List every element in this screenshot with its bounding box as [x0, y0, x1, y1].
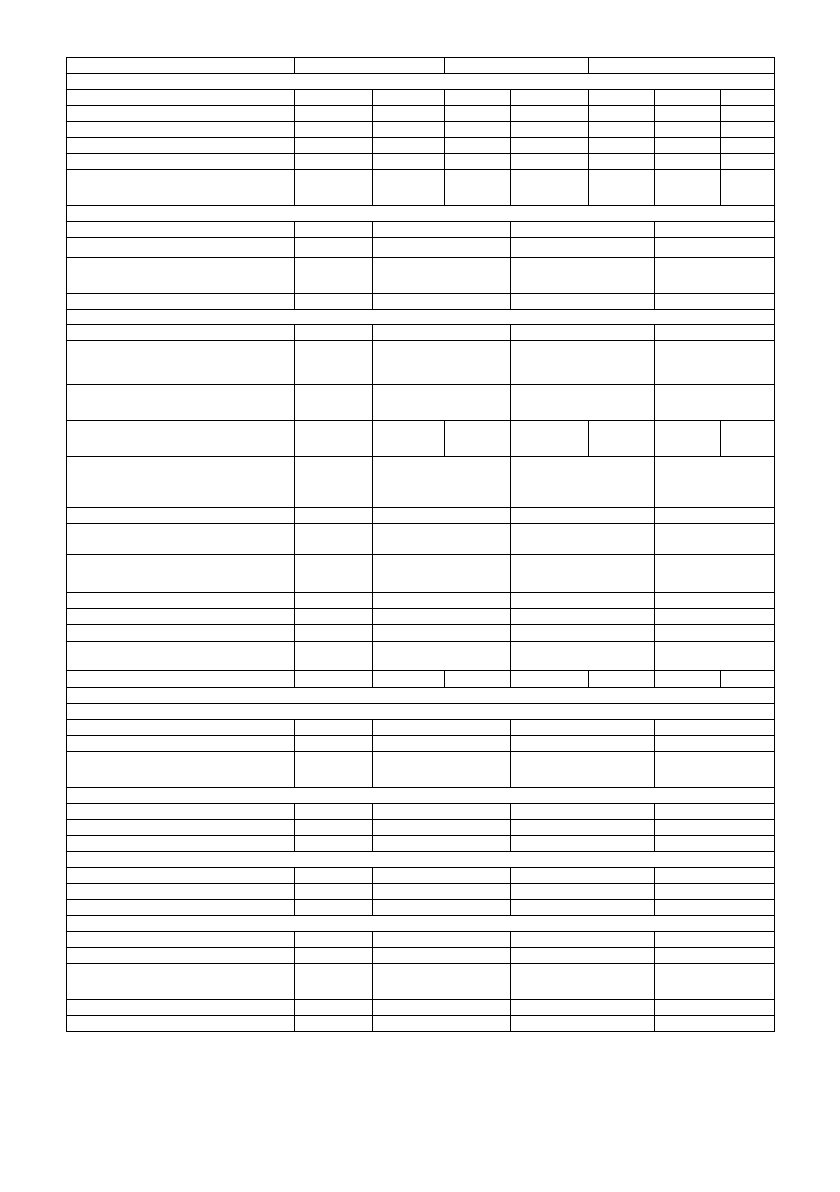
table-cell[interactable]: [295, 138, 373, 154]
table-row: [67, 310, 775, 325]
table-cell[interactable]: [373, 752, 511, 788]
table-cell[interactable]: [445, 170, 511, 206]
table-cell[interactable]: [655, 868, 775, 884]
table-row: [67, 1000, 775, 1016]
table-cell[interactable]: [67, 310, 775, 325]
table-row: [67, 625, 775, 642]
table-cell[interactable]: [295, 154, 373, 170]
table-cell[interactable]: [67, 508, 295, 524]
table-cell[interactable]: [655, 294, 775, 310]
table-cell[interactable]: [67, 90, 295, 106]
table-row: [67, 258, 775, 294]
table-cell[interactable]: [655, 122, 721, 138]
table-cell[interactable]: [721, 138, 775, 154]
table-cell[interactable]: [511, 884, 655, 900]
table-cell[interactable]: [655, 106, 721, 122]
table-cell[interactable]: [295, 222, 373, 238]
table-cell[interactable]: [511, 736, 655, 752]
table-row: [67, 58, 775, 74]
table-cell[interactable]: [511, 122, 589, 138]
table-cell[interactable]: [511, 457, 655, 508]
table-cell[interactable]: [511, 1016, 655, 1032]
table-cell[interactable]: [67, 170, 295, 206]
table-cell[interactable]: [511, 138, 589, 154]
table-cell[interactable]: [67, 421, 295, 457]
table-cell[interactable]: [295, 836, 373, 852]
table-cell[interactable]: [295, 884, 373, 900]
table-cell[interactable]: [67, 736, 295, 752]
table-cell[interactable]: [655, 593, 775, 609]
table-cell[interactable]: [295, 122, 373, 138]
table-row: [67, 964, 775, 1000]
table-cell[interactable]: [295, 804, 373, 820]
table-cell[interactable]: [655, 325, 775, 341]
table-cell[interactable]: [655, 948, 775, 964]
table-cell[interactable]: [511, 900, 655, 916]
table-cell[interactable]: [67, 122, 295, 138]
table-cell[interactable]: [373, 508, 511, 524]
table-cell[interactable]: [67, 868, 295, 884]
table-cell[interactable]: [67, 964, 295, 1000]
table-cell[interactable]: [655, 820, 775, 836]
table-cell[interactable]: [373, 154, 445, 170]
table-cell[interactable]: [589, 90, 655, 106]
table-cell[interactable]: [67, 238, 295, 258]
table-cell[interactable]: [67, 341, 295, 385]
table-row: [67, 720, 775, 736]
table-cell[interactable]: [67, 154, 295, 170]
table-cell[interactable]: [67, 788, 775, 804]
table-cell[interactable]: [589, 421, 655, 457]
table-cell[interactable]: [511, 524, 655, 555]
table-row: [67, 948, 775, 964]
table-row: [67, 804, 775, 820]
table-cell[interactable]: [589, 58, 775, 74]
form-table-body: [67, 58, 775, 1032]
table-cell[interactable]: [511, 294, 655, 310]
table-cell[interactable]: [655, 170, 721, 206]
table-cell[interactable]: [511, 421, 589, 457]
table-cell[interactable]: [445, 138, 511, 154]
table-cell[interactable]: [67, 1000, 295, 1016]
table-cell[interactable]: [589, 154, 655, 170]
table-row: [67, 932, 775, 948]
table-cell[interactable]: [589, 671, 655, 688]
table-row: [67, 884, 775, 900]
table-cell[interactable]: [67, 222, 295, 238]
table-row: [67, 555, 775, 593]
table-row: [67, 222, 775, 238]
table-cell[interactable]: [655, 258, 775, 294]
table-cell[interactable]: [373, 932, 511, 948]
table-cell[interactable]: [67, 932, 295, 948]
table-cell[interactable]: [511, 593, 655, 609]
table-cell[interactable]: [589, 138, 655, 154]
table-cell[interactable]: [655, 421, 721, 457]
form-table: [66, 57, 775, 1032]
table-cell[interactable]: [373, 106, 445, 122]
table-cell[interactable]: [67, 593, 295, 609]
table-cell[interactable]: [373, 238, 511, 258]
table-row: [67, 170, 775, 206]
form-table-container: [66, 57, 774, 1032]
table-cell[interactable]: [655, 836, 775, 852]
table-cell[interactable]: [655, 671, 721, 688]
table-row: [67, 106, 775, 122]
table-cell[interactable]: [295, 625, 373, 642]
table-cell[interactable]: [655, 222, 775, 238]
table-cell[interactable]: [373, 524, 511, 555]
table-row: [67, 671, 775, 688]
table-cell[interactable]: [295, 736, 373, 752]
table-cell[interactable]: [295, 238, 373, 258]
table-cell[interactable]: [511, 90, 589, 106]
table-cell[interactable]: [373, 457, 511, 508]
table-cell[interactable]: [655, 508, 775, 524]
table-cell[interactable]: [67, 555, 295, 593]
table-cell[interactable]: [67, 820, 295, 836]
table-cell[interactable]: [511, 642, 655, 671]
table-cell[interactable]: [721, 154, 775, 170]
table-row: [67, 688, 775, 704]
table-cell[interactable]: [295, 720, 373, 736]
table-row: [67, 900, 775, 916]
table-cell[interactable]: [445, 106, 511, 122]
table-cell[interactable]: [373, 90, 445, 106]
table-row: [67, 593, 775, 609]
table-cell[interactable]: [373, 736, 511, 752]
table-cell[interactable]: [67, 836, 295, 852]
table-cell[interactable]: [511, 948, 655, 964]
table-cell[interactable]: [511, 222, 655, 238]
table-cell[interactable]: [655, 385, 775, 421]
table-row: [67, 74, 775, 90]
table-cell[interactable]: [295, 932, 373, 948]
table-cell[interactable]: [589, 170, 655, 206]
table-cell[interactable]: [67, 457, 295, 508]
table-cell[interactable]: [67, 884, 295, 900]
table-cell[interactable]: [295, 1016, 373, 1032]
table-row: [67, 788, 775, 804]
table-cell[interactable]: [67, 916, 775, 932]
table-cell[interactable]: [373, 671, 445, 688]
table-cell[interactable]: [295, 524, 373, 555]
table-cell[interactable]: [295, 948, 373, 964]
table-row: [67, 457, 775, 508]
table-cell[interactable]: [655, 457, 775, 508]
table-row: [67, 820, 775, 836]
table-cell[interactable]: [721, 170, 775, 206]
table-cell[interactable]: [445, 122, 511, 138]
table-cell[interactable]: [295, 555, 373, 593]
table-cell[interactable]: [511, 325, 655, 341]
table-row: [67, 752, 775, 788]
table-row: [67, 852, 775, 868]
table-cell[interactable]: [295, 457, 373, 508]
table-cell[interactable]: [655, 524, 775, 555]
table-row: [67, 836, 775, 852]
table-cell[interactable]: [373, 720, 511, 736]
table-cell[interactable]: [67, 609, 295, 625]
table-cell[interactable]: [373, 964, 511, 1000]
table-cell[interactable]: [67, 625, 295, 642]
table-cell[interactable]: [373, 1016, 511, 1032]
table-cell[interactable]: [373, 868, 511, 884]
table-cell[interactable]: [295, 752, 373, 788]
table-row: [67, 138, 775, 154]
table-cell[interactable]: [655, 555, 775, 593]
table-cell[interactable]: [67, 688, 775, 704]
table-cell[interactable]: [295, 642, 373, 671]
table-cell[interactable]: [373, 294, 511, 310]
table-cell[interactable]: [655, 90, 721, 106]
table-cell[interactable]: [295, 294, 373, 310]
table-cell[interactable]: [67, 258, 295, 294]
table-cell[interactable]: [511, 341, 655, 385]
table-cell[interactable]: [295, 106, 373, 122]
table-cell[interactable]: [589, 122, 655, 138]
table-cell[interactable]: [511, 258, 655, 294]
table-cell[interactable]: [655, 720, 775, 736]
table-row: [67, 1016, 775, 1032]
table-cell[interactable]: [67, 58, 295, 74]
table-cell[interactable]: [373, 385, 511, 421]
table-cell[interactable]: [655, 804, 775, 820]
table-row: [67, 154, 775, 170]
table-cell[interactable]: [373, 421, 445, 457]
table-cell[interactable]: [373, 341, 511, 385]
table-cell[interactable]: [295, 58, 445, 74]
table-cell[interactable]: [511, 868, 655, 884]
table-cell[interactable]: [373, 325, 511, 341]
table-row: [67, 508, 775, 524]
table-cell[interactable]: [67, 385, 295, 421]
table-cell[interactable]: [511, 154, 589, 170]
table-cell[interactable]: [295, 671, 373, 688]
table-cell[interactable]: [721, 90, 775, 106]
table-cell[interactable]: [295, 964, 373, 1000]
table-row: [67, 704, 775, 720]
table-cell[interactable]: [67, 642, 295, 671]
table-cell[interactable]: [295, 325, 373, 341]
table-cell[interactable]: [511, 820, 655, 836]
table-cell[interactable]: [373, 555, 511, 593]
table-cell[interactable]: [295, 820, 373, 836]
table-cell[interactable]: [655, 642, 775, 671]
table-cell[interactable]: [721, 421, 775, 457]
table-cell[interactable]: [67, 704, 775, 720]
table-cell[interactable]: [67, 900, 295, 916]
table-cell[interactable]: [511, 836, 655, 852]
table-cell[interactable]: [655, 138, 721, 154]
table-cell[interactable]: [373, 1000, 511, 1016]
table-cell[interactable]: [295, 258, 373, 294]
table-row: [67, 385, 775, 421]
table-cell[interactable]: [67, 325, 295, 341]
table-cell[interactable]: [655, 884, 775, 900]
table-cell[interactable]: [373, 625, 511, 642]
table-cell[interactable]: [721, 122, 775, 138]
table-row: [67, 916, 775, 932]
table-cell[interactable]: [655, 609, 775, 625]
table-cell[interactable]: [511, 1000, 655, 1016]
table-row: [67, 524, 775, 555]
table-cell[interactable]: [655, 625, 775, 642]
table-cell[interactable]: [67, 1016, 295, 1032]
table-cell[interactable]: [295, 421, 373, 457]
table-cell[interactable]: [373, 170, 445, 206]
table-cell[interactable]: [655, 736, 775, 752]
table-row: [67, 206, 775, 222]
table-cell[interactable]: [655, 341, 775, 385]
table-cell[interactable]: [67, 720, 295, 736]
table-row: [67, 341, 775, 385]
table-cell[interactable]: [373, 222, 511, 238]
table-cell[interactable]: [445, 90, 511, 106]
table-cell[interactable]: [655, 238, 775, 258]
table-cell[interactable]: [511, 106, 589, 122]
table-cell[interactable]: [373, 258, 511, 294]
table-cell[interactable]: [511, 238, 655, 258]
table-row: [67, 90, 775, 106]
table-cell[interactable]: [67, 752, 295, 788]
table-cell[interactable]: [373, 900, 511, 916]
table-cell[interactable]: [67, 671, 295, 688]
table-cell[interactable]: [373, 138, 445, 154]
table-cell[interactable]: [445, 154, 511, 170]
table-cell[interactable]: [511, 964, 655, 1000]
table-cell[interactable]: [655, 932, 775, 948]
table-row: [67, 238, 775, 258]
table-cell[interactable]: [511, 932, 655, 948]
table-row: [67, 868, 775, 884]
table-cell[interactable]: [295, 508, 373, 524]
table-cell[interactable]: [67, 948, 295, 964]
table-cell[interactable]: [295, 900, 373, 916]
table-cell[interactable]: [511, 170, 589, 206]
table-row: [67, 609, 775, 625]
table-cell[interactable]: [511, 508, 655, 524]
table-row: [67, 325, 775, 341]
table-cell[interactable]: [511, 625, 655, 642]
table-cell[interactable]: [67, 804, 295, 820]
table-cell[interactable]: [373, 122, 445, 138]
table-cell[interactable]: [589, 106, 655, 122]
table-cell[interactable]: [67, 106, 295, 122]
table-cell[interactable]: [511, 385, 655, 421]
table-cell[interactable]: [295, 90, 373, 106]
table-row: [67, 736, 775, 752]
table-cell[interactable]: [373, 804, 511, 820]
table-row: [67, 421, 775, 457]
table-cell[interactable]: [373, 836, 511, 852]
table-cell[interactable]: [295, 341, 373, 385]
table-row: [67, 122, 775, 138]
table-cell[interactable]: [295, 1000, 373, 1016]
table-cell[interactable]: [373, 609, 511, 625]
table-cell[interactable]: [67, 206, 775, 222]
table-cell[interactable]: [511, 609, 655, 625]
table-cell[interactable]: [67, 294, 295, 310]
table-cell[interactable]: [655, 1016, 775, 1032]
table-cell[interactable]: [295, 609, 373, 625]
table-row: [67, 642, 775, 671]
table-cell[interactable]: [295, 170, 373, 206]
table-cell[interactable]: [295, 385, 373, 421]
table-cell[interactable]: [655, 964, 775, 1000]
table-cell[interactable]: [373, 884, 511, 900]
table-cell[interactable]: [445, 671, 511, 688]
table-cell[interactable]: [295, 593, 373, 609]
table-cell[interactable]: [511, 752, 655, 788]
table-cell[interactable]: [67, 852, 775, 868]
table-cell[interactable]: [655, 752, 775, 788]
table-cell[interactable]: [67, 524, 295, 555]
table-cell[interactable]: [67, 138, 295, 154]
table-row: [67, 294, 775, 310]
table-cell[interactable]: [67, 74, 775, 90]
table-cell[interactable]: [511, 555, 655, 593]
table-cell[interactable]: [373, 820, 511, 836]
table-cell[interactable]: [721, 106, 775, 122]
table-cell[interactable]: [373, 948, 511, 964]
table-cell[interactable]: [721, 671, 775, 688]
table-cell[interactable]: [373, 642, 511, 671]
table-cell[interactable]: [655, 900, 775, 916]
table-cell[interactable]: [373, 593, 511, 609]
table-cell[interactable]: [511, 804, 655, 820]
table-cell[interactable]: [445, 421, 511, 457]
table-cell[interactable]: [511, 671, 589, 688]
table-cell[interactable]: [655, 1000, 775, 1016]
table-cell[interactable]: [445, 58, 589, 74]
table-cell[interactable]: [511, 720, 655, 736]
table-cell[interactable]: [295, 868, 373, 884]
table-cell[interactable]: [655, 154, 721, 170]
